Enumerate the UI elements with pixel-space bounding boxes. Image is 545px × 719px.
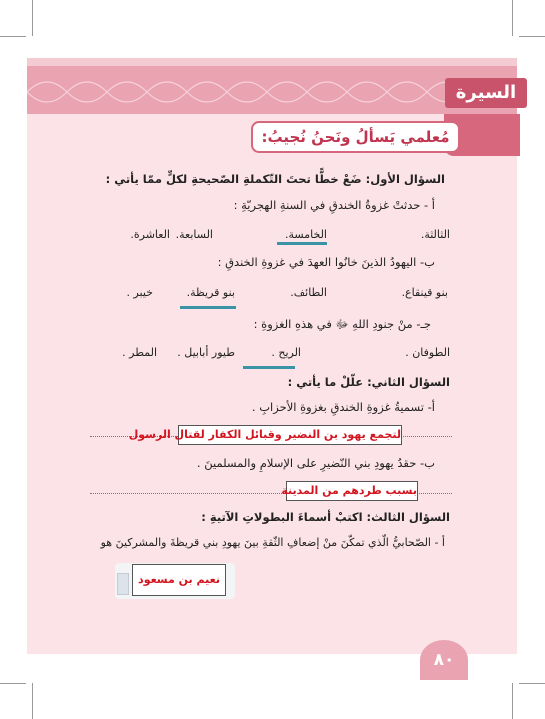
crop-mark [32, 683, 33, 719]
q1c-option-2: الريح . [271, 346, 301, 359]
decorative-banner [27, 58, 517, 114]
q3a-answer: نعيم بن مسعود [132, 564, 226, 596]
q1a-option-3: السابعة. [175, 228, 213, 241]
arabesque-pattern-icon [27, 58, 517, 114]
q1b-prompt: ب- اليهودُ الذينَ خانُوا العهدَ في غزوةِ الخندقِ : [217, 255, 435, 269]
q2a-answer: لتجمع يهود بن النضير وقبائل الكفار لقتال الرسول [178, 425, 402, 445]
document-icon [117, 573, 129, 595]
q2-heading: السؤال الثاني: علّلْ ما يأتي : [287, 375, 450, 389]
q1c-option-1: الطوفان . [405, 346, 450, 359]
crop-mark [0, 36, 26, 37]
q1c-option-3: طيور أبابيل . [177, 346, 235, 359]
page-title: السيرة [445, 78, 527, 108]
crop-mark [0, 683, 26, 684]
q3-heading: السؤال الثالث: اكتبْ أسماءَ البطولاتِ الآتيةِ : [201, 510, 450, 524]
q1b-option-2: الطائف. [290, 286, 327, 299]
crop-mark [32, 0, 33, 36]
q1-heading: السؤال الأول: ضَعْ خطًّا تحتَ التّكملةِ الصّحيحةِ لكلٍّ ممّا يأتي : [105, 172, 445, 186]
q1c-answer-underline [243, 366, 295, 369]
q1b-option-1: بنو قينقاع. [401, 286, 448, 299]
q1b-answer-underline [180, 306, 236, 309]
crop-mark [512, 0, 513, 36]
q1b-option-3: بنو قريظة. [186, 286, 235, 299]
q1a-option-1: الثالثة. [420, 228, 450, 241]
q2a-prompt: أ- تسميةُ غزوةِ الخندقِ بغزوةِ الأحزابِ . [251, 400, 435, 414]
page-number: ٨٠ [420, 640, 468, 680]
q1c-prompt: جـ- منْ جنودِ اللهِ ﷻ في هذهِ الغزوةِ : [253, 317, 431, 331]
q2b-prompt: ب- حقدُ يهودِ بني النّضيرِ على الإسلامِ والمسلمينَ . [196, 456, 435, 470]
crop-mark [519, 36, 545, 37]
q1b-option-4: خيبر . [126, 286, 153, 299]
q3a-prompt: أ - الصّحابيُّ الّذي تمكّنَ منْ إضعافِ الثّقةِ بينَ يهودِ بني قريظةَ والمشركينَ هو [100, 536, 445, 549]
crop-mark [512, 683, 513, 719]
q1a-answer-underline [277, 242, 327, 245]
crop-mark [519, 683, 545, 684]
q1a-option-2: الخامسة. [285, 228, 327, 241]
q2b-answer: بسبب طردهم من المدينة [286, 481, 418, 501]
section-header: مُعلمي يَسألُ ونَحنُ نُجيبُ: [251, 121, 460, 153]
q1a-option-4: العاشرة. [130, 228, 170, 241]
q1c-option-4: المطر . [122, 346, 157, 359]
q1a-prompt: أ - حدثتْ غزوةُ الخندقِ في السنةِ الهجريّةِ : [233, 198, 435, 212]
